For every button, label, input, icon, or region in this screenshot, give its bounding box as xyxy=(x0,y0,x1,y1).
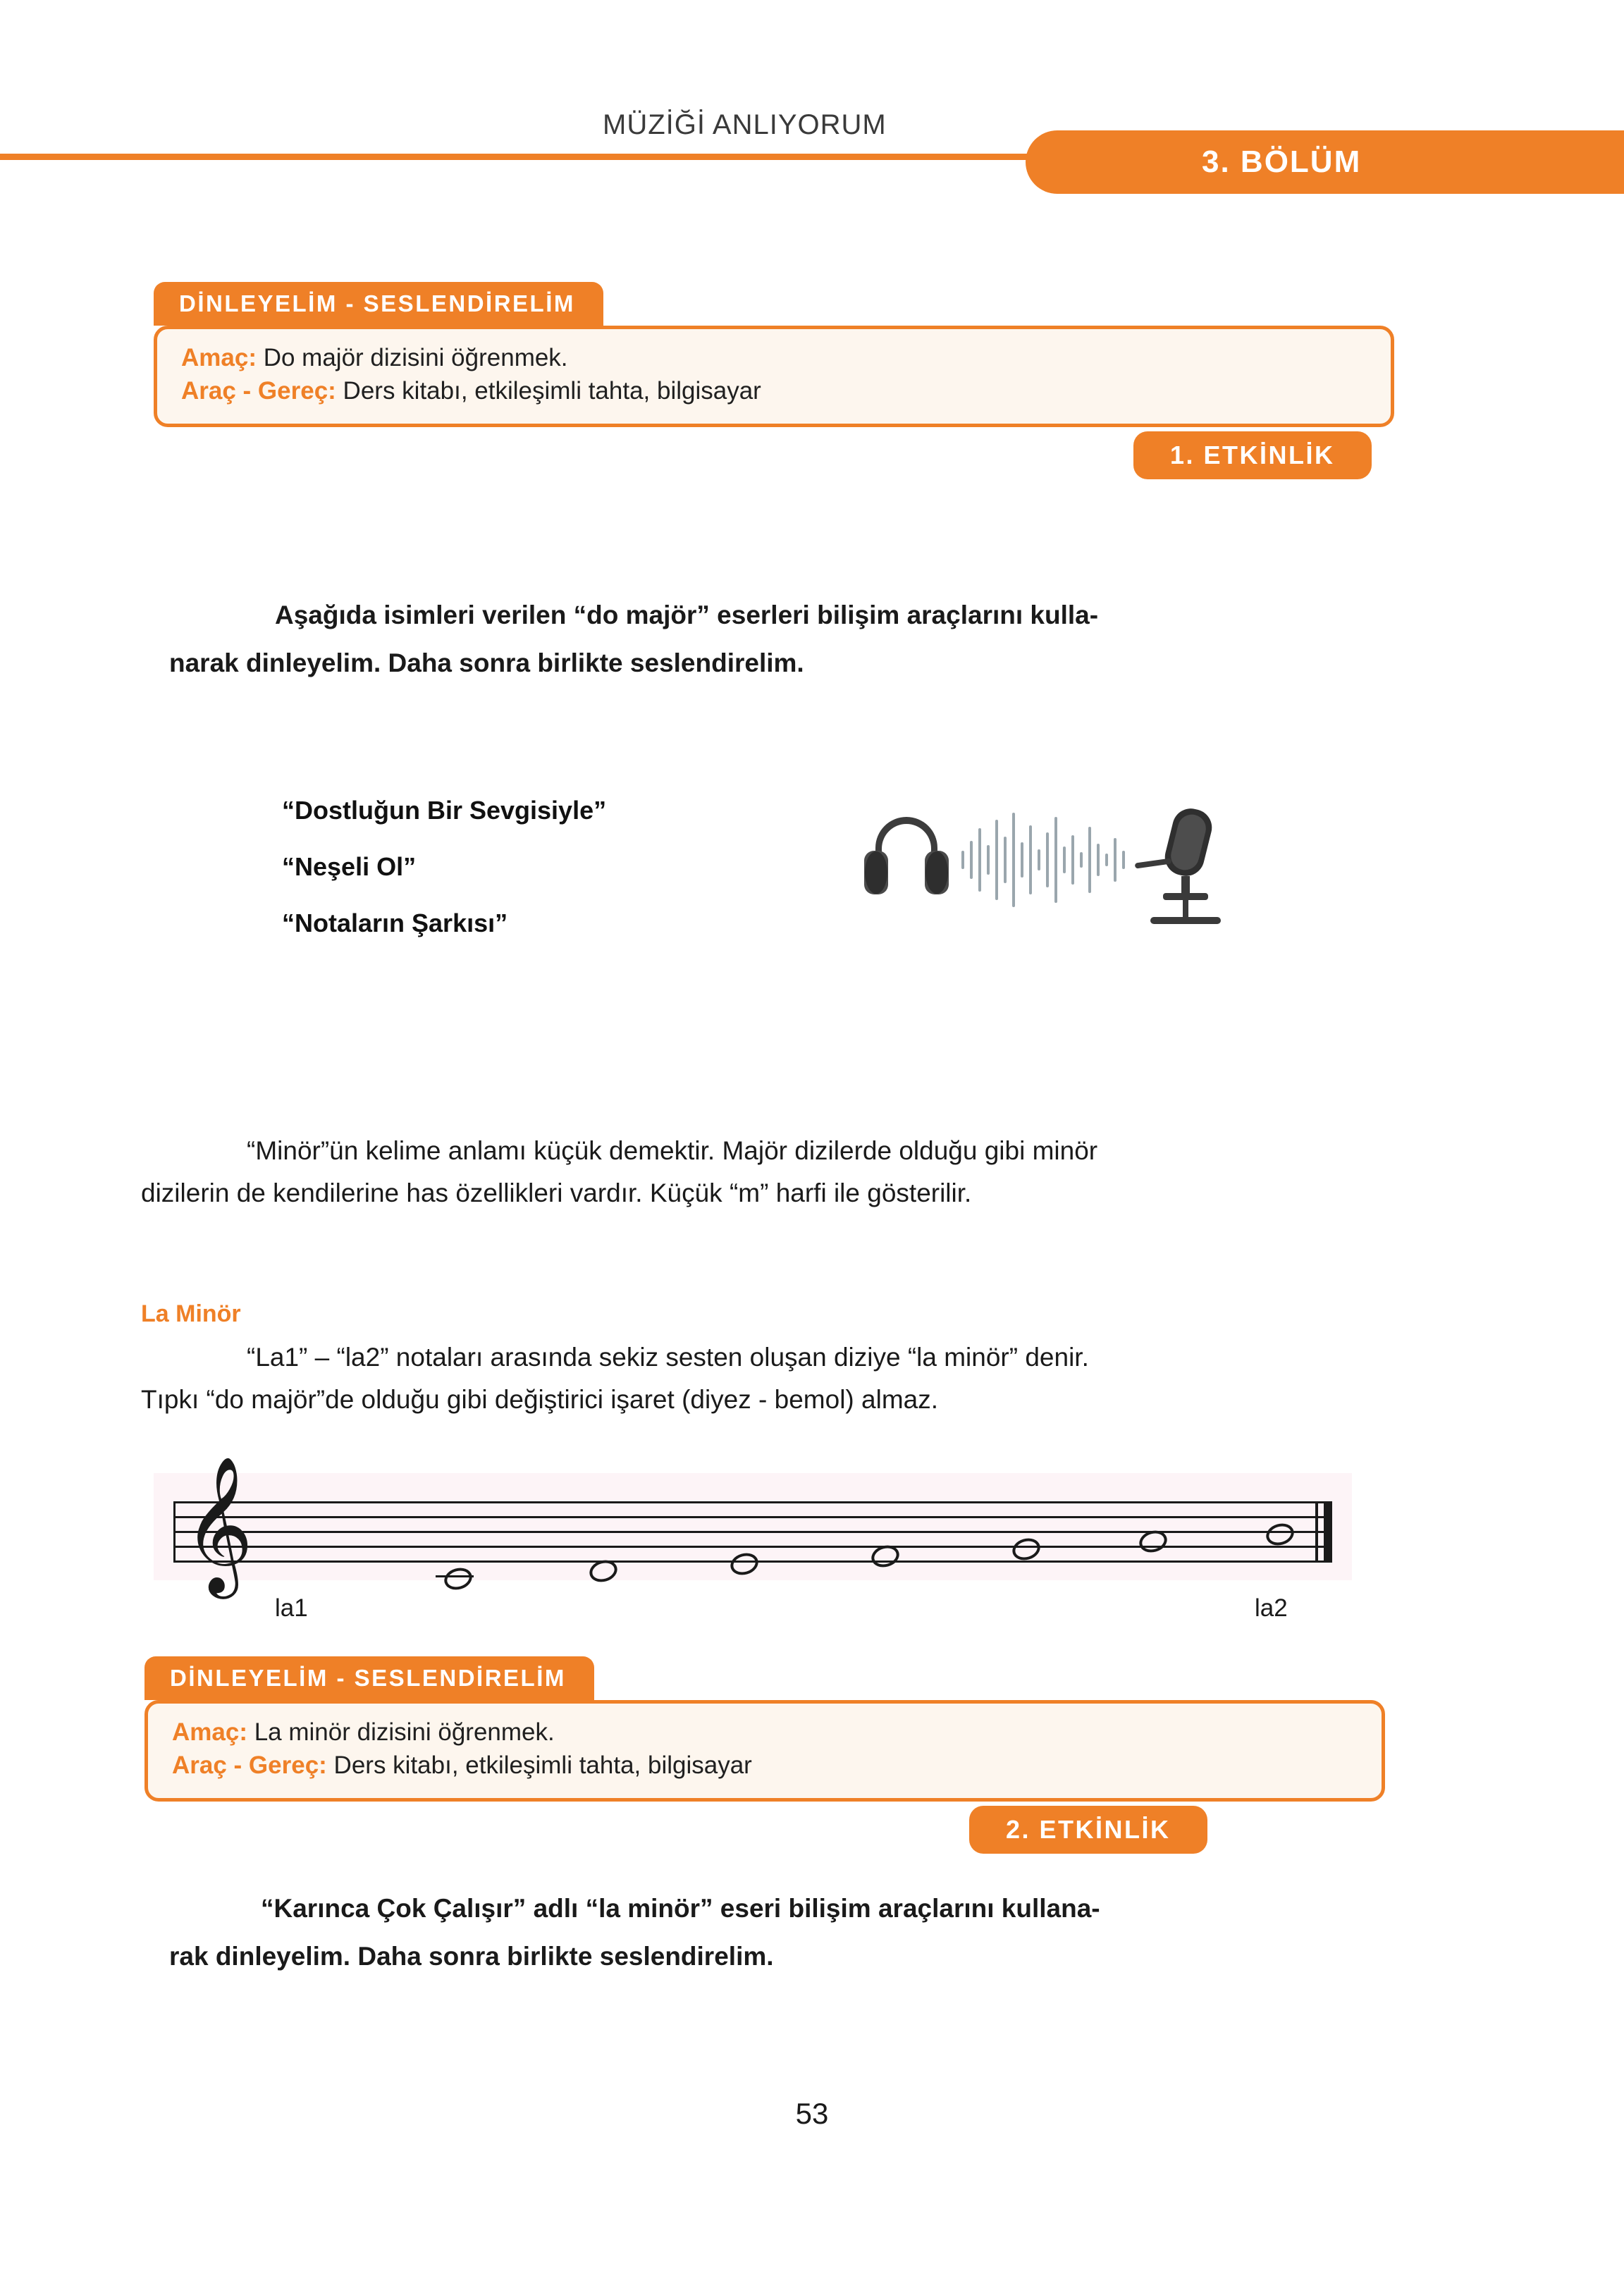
page-header xyxy=(0,0,1624,211)
page-number: 53 xyxy=(795,2097,829,2130)
activity-1-tools-key: Araç - Gereç: xyxy=(181,376,336,405)
activity-1-tools-value: Ders kitabı, etkileşimli tahta, bilgisayar xyxy=(336,376,761,405)
staff-barline-thin xyxy=(1315,1501,1318,1563)
intro-paragraph-line-1: Aşağıda isimleri verilen “do majör” eserleri bilişim araçlarını kulla- xyxy=(275,601,1099,629)
list-item: “Neşeli Ol” xyxy=(282,851,417,881)
staff-start-label: la1 xyxy=(275,1594,308,1622)
activity-1-tab: 1. ETKİNLİK xyxy=(1133,431,1372,479)
treble-clef-icon: 𝄞 xyxy=(183,1455,254,1593)
page-title: MÜZİĞİ ANLIYORUM xyxy=(603,109,887,140)
activity-2-tools xyxy=(172,1749,1358,1783)
la-minor-line-2: Tıpkı “do majör”de olduğu gibi değiştirici işaret (diyez - bemol) almaz. xyxy=(141,1385,938,1414)
activity-2-tools-key: Araç - Gereç: xyxy=(172,1751,327,1779)
microphone-icon xyxy=(1135,805,1221,924)
minor-paragraph-line-1: “Minör”ün kelime anlamı küçük demektir. Majör dizilerde olduğu gibi minör xyxy=(247,1136,1098,1165)
minor-paragraph-line-2: dizilerin de kendilerine has özellikleri vardır. Küçük “m” harfi ile gösterilir. xyxy=(141,1178,972,1207)
note-la1 xyxy=(442,1565,475,1593)
activity-2-aim xyxy=(172,1716,1358,1749)
list-item: “Dostluğun Bir Sevgisiyle” xyxy=(282,796,607,825)
chapter-badge: 3. BÖLÜM xyxy=(1026,130,1624,194)
song-list xyxy=(282,782,606,952)
staff-barline-start xyxy=(173,1501,176,1563)
activity-1-aim xyxy=(181,342,1367,375)
closing-paragraph-line-1: “Karınca Çok Çalışır” adlı “la minör” eseri bilişim araçlarını kullana- xyxy=(261,1894,1100,1923)
activity-2-aim-key: Amaç: xyxy=(172,1718,247,1746)
note-sol xyxy=(1264,1520,1297,1549)
activity-2-tab: 2. ETKİNLİK xyxy=(969,1806,1207,1854)
la-minor-heading: La Minör xyxy=(141,1300,241,1327)
waveform-icon xyxy=(963,814,1124,906)
activity-2-body xyxy=(144,1700,1385,1802)
staff-line xyxy=(173,1501,1332,1503)
headphones-icon xyxy=(864,817,949,894)
activity-1-body xyxy=(154,326,1394,427)
activity-1-aim-value: Do majör dizisini öğrenmek. xyxy=(256,344,568,371)
activity-1-tools xyxy=(181,375,1367,408)
header-divider xyxy=(0,154,1057,160)
intro-paragraph-line-2: narak dinleyelim. Daha sonra birlikte seslendirelim. xyxy=(169,648,804,677)
staff-end-label: la2 xyxy=(1255,1594,1288,1622)
activity-1-label: DİNLEYELİM - SESLENDİRELİM xyxy=(154,282,603,326)
list-item: “Notaların Şarkısı” xyxy=(282,908,508,937)
headphones-waveform-microphone-icon xyxy=(832,793,1311,927)
activity-1-aim-key: Amaç: xyxy=(181,344,257,371)
note-do xyxy=(728,1550,761,1578)
la-minor-line-1: “La1” – “la2” notaları arasında sekiz sesten oluşan diziye “la minör” denir. xyxy=(247,1343,1089,1372)
closing-paragraph-line-2: rak dinleyelim. Daha sonra birlikte seslendirelim. xyxy=(169,1942,774,1971)
audio-illustration xyxy=(832,793,1311,927)
activity-2-aim-value: La minör dizisini öğrenmek. xyxy=(247,1718,555,1746)
staff-barline-end xyxy=(1324,1501,1332,1563)
activity-2-label: DİNLEYELİM - SESLENDİRELİM xyxy=(144,1656,594,1700)
note-mi xyxy=(1010,1535,1043,1563)
music-staff-figure xyxy=(154,1455,1352,1593)
activity-2-tools-value: Ders kitabı, etkileşimli tahta, bilgisayar xyxy=(326,1751,752,1779)
staff-line xyxy=(173,1516,1332,1518)
